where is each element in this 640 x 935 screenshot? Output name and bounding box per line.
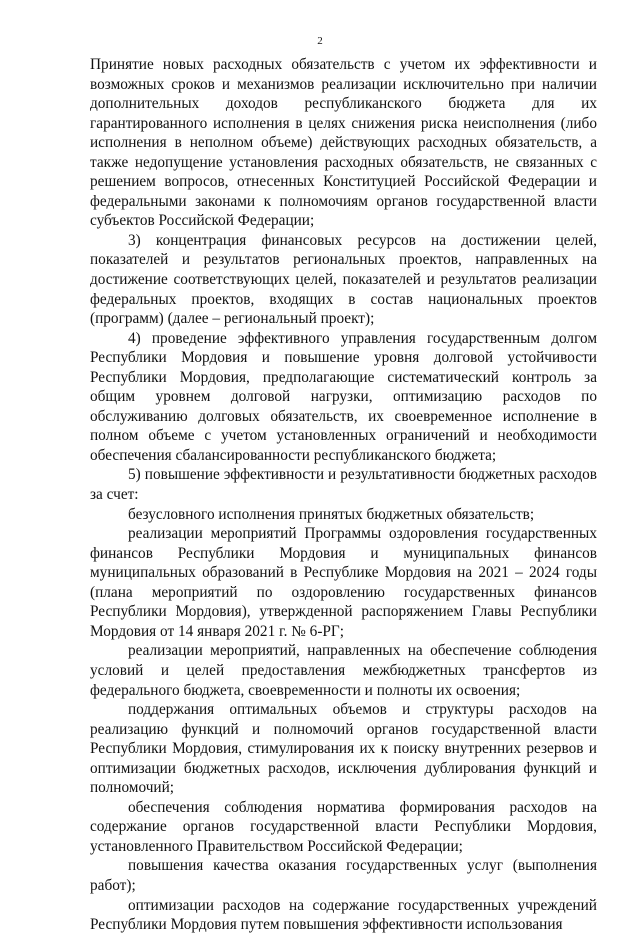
paragraph-4: 5) повышение эффективности и результативности бюджетных расходов за счет:	[90, 466, 597, 504]
paragraph-7: реализации мероприятий, направленных на обеспечение соблюдения условий и целей предоставления межбюджетных трансфертов из федерального бюджета, своевременности и полноты их освоения;	[90, 642, 597, 699]
document-body	[90, 55, 597, 935]
paragraph-1: Принятие новых расходных обязательств с учетом их эффективности и возможных сроков и механизмов реализации исключительно при наличии дополнительных доходов республиканского бюджета для их гарантированного исполнения в целях снижения риска неисполнения (либо исполнения в неполном объеме) действующих расходных обязательств, а также недопущение установления расходных обязательств, не связанных с решением вопросов, отнесенных Конституцией Российской Федерации и федеральными законами к полномочиям органов государственной власти субъектов Российской Федерации;	[90, 56, 597, 230]
paragraph-9: обеспечения соблюдения норматива формирования расходов на содержание органов государственной власти Республики Мордовия, установленного Правительством Российской Федерации;	[90, 798, 597, 855]
paragraph-10: повышения качества оказания государственных услуг (выполнения работ);	[90, 857, 597, 894]
paragraph-5: безусловного исполнения принятых бюджетных обязательств;	[128, 505, 535, 523]
paragraph-3: 4) проведение эффективного управления государственным долгом Республики Мордовия и повышение уровня долговой устойчивости Республики Мордовия, предполагающие систематический контроль за общим уровнем долговой нагрузки, оптимизацию расходов по обслуживанию долговых обязательств, их своевременное исполнение в полном объеме с учетом установленных ограничений и необходимости обеспечения сбалансированности республиканского бюджета;	[90, 329, 597, 464]
paragraph-11: оптимизации расходов на содержание государственных учреждений Республики Мордовия путем повышения эффективности использования	[90, 896, 597, 934]
paragraph-2: 3) концентрация финансовых ресурсов на достижении целей, показателей и результатов региональных проектов, направленных на достижение соответствующих целей, показателей и результатов реализации федеральных проектов, входящих в состав национальных проектов (программ) (далее – региональный проект);	[90, 231, 597, 328]
paragraph-6: реализации мероприятий Программы оздоровления государственных финансов Республики Мордовия и муниципальных финансов муниципальных образований в Республике Мордовия на 2021 – 2024 годы (плана мероприятий по оздоровлению государственных финансов Республики Мордовия), утвержденной распоряжением Главы Республики Мордовия от 14 января 2021 г. № 6-РГ;	[90, 525, 597, 640]
page-number: 2	[317, 35, 323, 47]
paragraph-8: поддержания оптимальных объемов и структуры расходов на реализацию функций и полномочий органов государственной власти Республики Мордовия, стимулирования их к поиску внутренних резервов и оптимизации бюджетных расходов, исключения дублирования функций и полномочий;	[90, 701, 597, 797]
